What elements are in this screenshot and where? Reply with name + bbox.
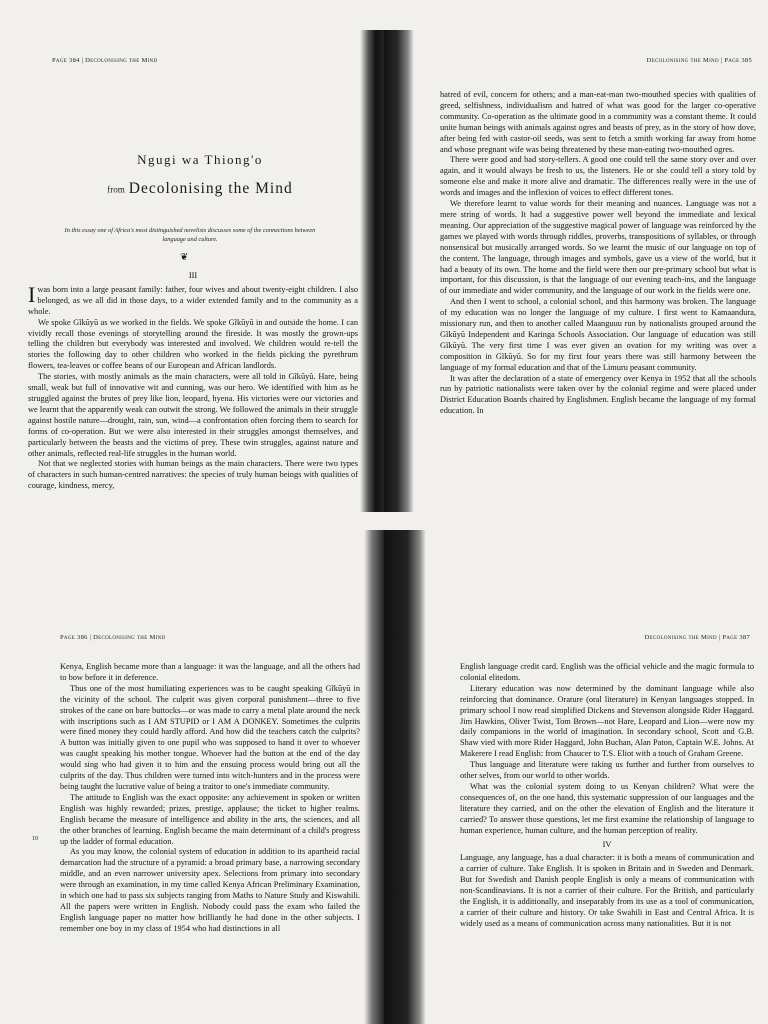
intro-note: In this essay one of Africa's most distinguished novelists discusses some of the connections between language and culture. bbox=[64, 227, 316, 243]
paragraph: English language credit card. English was the official vehicle and the magic formula to colonial elitedom. bbox=[460, 662, 754, 682]
binding-shadow bbox=[384, 30, 414, 512]
paragraph: Kenya, English became more than a language: it was the language, and all the others had to bow before it in deference. bbox=[60, 662, 360, 682]
paragraph: hatred of evil, concern for others; and a man-eat-man two-mouthed species with qualities of greed, selfishness, individualism and hatred of what was good for the larger co-operative community. Co-operation as the ultimate good in a community was a constant theme. It could unite human beings with animals against ogres and beasts of prey, as in the story of how dove, after being fed with castor-oil seeds, was sent to fetch a smith working far away from home and whose pregnant wife was being threatened by these man-eating two-mouthed ogres. bbox=[440, 90, 756, 154]
paragraph: Thus language and literature were taking us further and further from ourselves to other selves, from our world to other worlds. bbox=[460, 760, 754, 781]
body-text bbox=[60, 662, 360, 935]
paragraph: Iwas born into a large peasant family: father, four wives and about twenty-eight children. I also belonged, as we all did in those days, to a wider extended family and to the community as a whole. bbox=[28, 281, 358, 316]
binding-shadow bbox=[384, 530, 426, 1024]
paragraph: It was after the declaration of a state of emergency over Kenya in 1952 that all the schools run by patriotic nationalists were taken over by the colonial regime and were placed under District Education Boards chaired by Englishmen. English became the language of my formal education. In bbox=[440, 373, 756, 416]
paragraph: The attitude to English was the exact opposite: any achievement in spoken or written English was highly rewarded; prizes, prestige, applause; the ticket to higher realms. English became the measure of intelligence and ability in the arts, the sciences, and all the other branches of learning. English became the main determinant of a child's progress up the ladder of formal education. bbox=[60, 792, 360, 846]
paragraph: Not that we neglected stories with human beings as the main characters. There were two types of characters in such human-centred narratives: the species of truly human beings with qualities of courage, kindness, mercy, bbox=[28, 459, 358, 491]
paragraph: Language, any language, has a dual character: it is both a means of communication and a carrier of culture. Take English. It is spoken in Britain and in Sweden and Denmark. But for Swedish and Danish people English is only a means of communication with non-Scandinavians. It is not a carrier of their culture. For the British, and particularly the English, it is additionally, and inseparably from its use as a tool of communication, a carrier of their culture and history. Or take Swahili in East and Central Africa. It is widely used as a means of communication across many nationalities. But it is not bbox=[460, 853, 754, 928]
paragraph: And then I went to school, a colonial school, and this harmony was broken. The language of my education was no longer the language of my culture. I first went to Kamaandura, missionary run, and then to another called Maanguuu run by nationalists grouped around the Gĩkũyũ Independent and Karinga Schools Association. Our language of education was still Gĩkũyũ. The very first time I was ever given an ovation for my writing was over a composition in Gĩkũyũ. So for my first four years there was still harmony between the language of my formal education and that of the Limuru peasant community. bbox=[440, 297, 756, 372]
running-header: Page 384 | Decolonising the Mind bbox=[52, 57, 158, 64]
author-name: Ngugi wa Thiong'o bbox=[137, 152, 263, 167]
page-387 bbox=[384, 512, 768, 1024]
essay-title bbox=[40, 180, 360, 198]
running-header: Decolonising the Mind | Page 385 bbox=[646, 57, 752, 64]
paragraph: The stories, with mostly animals as the main characters, were all told in Gĩkũyũ. Hare, being small, weak but full of innovative wit and cunning, was our hero. We identified with him as he struggled against the brutes of prey like lion, leopard, hyena. His victories were our victories and we learnt that the apparently weak can outwit the strong. We followed the animals in their struggle against hostile nature—drought, rain, sun, wind—a confrontation often forcing them to search for forms of co-operation. But we were also interested in their struggles amongst themselves, and particularly between the beasts and the victims of prey. These twin struggles, against nature and other animals, reflected real-life struggles in the human world. bbox=[28, 372, 358, 458]
title-text: Decolonising the Mind bbox=[128, 180, 293, 197]
page-384 bbox=[0, 0, 384, 512]
ornament-icon: ❦ bbox=[180, 252, 189, 263]
binding-shadow bbox=[360, 30, 384, 512]
page-385 bbox=[384, 0, 768, 512]
section-number: III bbox=[188, 271, 198, 280]
page-386 bbox=[0, 512, 384, 1024]
section-number: IV bbox=[602, 839, 612, 849]
drop-cap: I bbox=[28, 281, 36, 307]
paragraph: We spoke Gĩkũyũ as we worked in the fields. We spoke Gĩkũyũ in and outside the home. I can vividly recall those evenings of storytelling around the fireside. It was mostly the grown-ups telling the children but everybody was interested and involved. We children would re-tell the stories the following day to other children who worked in the fields picking the pyrethrum flowers, tea-leaves or coffee beans of our European and African landlords. bbox=[28, 317, 358, 371]
paragraph: Literary education was now determined by the dominant language while also reinforcing that dominance. Orature (oral literature) in Kenyan languages stopped. In primary school I now read simplified Dickens and Stevenson alongside Rider Haggard. Jim Hawkins, Oliver Twist, Tom Brown—not Hare, Leopard and Lion—were now my daily companions in the world of imagination. In secondary school, Scott and G.B. Shaw vied with more Rider Haggard, John Buchan, Alan Paton, Captain W.E. Johns. At Makerere I read English: from Chaucer to T.S. Eliot with a touch of Graham Greene. bbox=[460, 683, 754, 759]
body-text bbox=[28, 268, 358, 492]
paragraph: As you may know, the colonial system of education in addition to its apartheid racial demarcation had the structure of a pyramid: a broad primary base, a narrowing secondary middle, and an even narrower university apex. Selections from primary into secondary were through an examination, in my time called Kenya African Preliminary Examination, in which one had to pass six subjects ranging from Maths to Nature Study and Kiswahili. All the papers were written in English. Nobody could pass the exam who failed the English language paper no matter how brilliantly he had done in the other subjects. I remember one boy in my class of 1954 who had distinctions in all bbox=[60, 847, 360, 933]
paragraph: Thus one of the most humiliating experiences was to be caught speaking Gĩkũyũ in the vicinity of the school. The culprit was given corporal punishment—three to five strokes of the cane on bare buttocks—or was made to carry a metal plate around the neck with inscriptions such as I AM STUPID or I AM A DONKEY. Sometimes the culprits were fined money they could hardly afford. And how did the teachers catch the culprits? A button was initially given to one pupil who was supposed to hand it over to whoever was caught speaking his mother tongue. Whoever had the button at the end of the day would sing who had given it to him and the ensuing process would bring out all the culprits of the day. Thus children were turned into witch-hunters and in the process were being taught the lucrative value of being a traitor to one's immediate community. bbox=[60, 683, 360, 791]
title-prefix: from bbox=[107, 184, 125, 195]
running-header: Page 386 | Decolonising the Mind bbox=[60, 634, 166, 641]
body-text bbox=[440, 90, 756, 417]
paragraph: There were good and bad story-tellers. A good one could tell the same story over and over again, and it would always be fresh to us, the listeners. He or she could tell a story told by someone else and make it more alive and dramatic. The differences really were in the use of words and images and the inflexion of voices to effect different tones. bbox=[440, 155, 756, 198]
paragraph: What was the colonial system doing to us Kenyan children? What were the consequences of, on the one hand, this systematic suppression of our languages and the literature they carried, and on the other the elevation of English and the literature it carried? To answer those questions, let me first examine the relationship of language to human experience, human culture, and the human perception of reality. bbox=[460, 781, 754, 835]
paragraph: We therefore learnt to value words for their meaning and nuances. Language was not a mere string of words. It had a suggestive power well beyond the immediate and lexical meaning. Our appreciation of the suggestive magical power of language was reinforced by the games we played with words through riddles, proverbs, transpositions of syllables, or through nonsensical but musically arranged words. So we learnt the music of our language on top of the content. The language, through images and symbols, gave us a view of the world, but it had a beauty of its own. The home and the field were then our pre-primary school but what is important, for this discussion, is that the language of our evening teach-ins, and the language of our immediate and wider community, and the language of our work in the fields were one. bbox=[440, 199, 756, 296]
running-header: Decolonising the Mind | Page 387 bbox=[644, 634, 750, 641]
body-text bbox=[460, 662, 754, 930]
line-number: 10 bbox=[32, 836, 38, 842]
binding-shadow bbox=[364, 530, 384, 1024]
